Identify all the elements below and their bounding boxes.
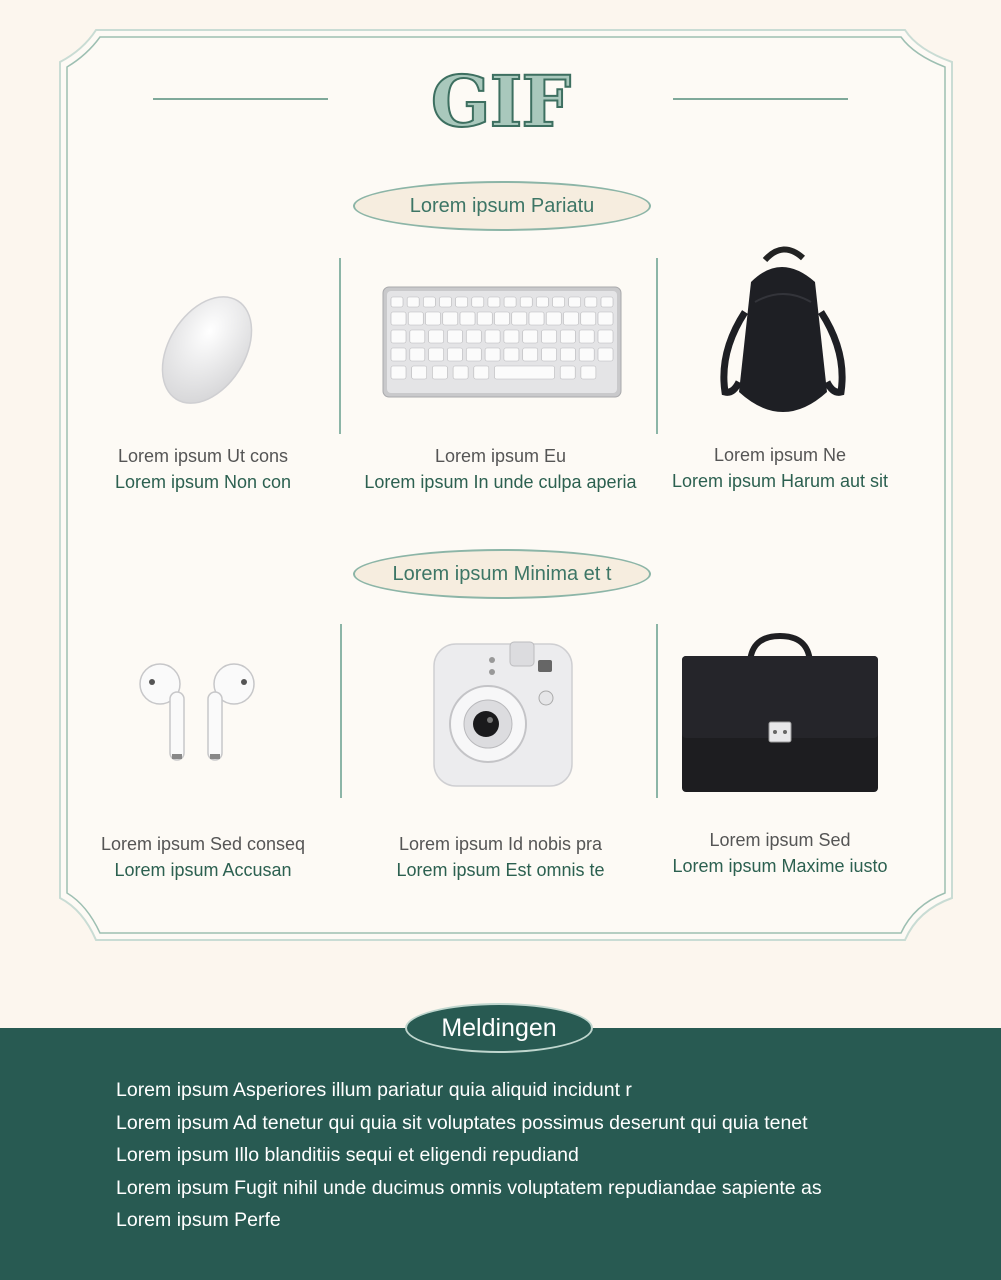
item-name: Lorem ipsum Sed [709,830,851,850]
item-caption [660,827,900,879]
page-title: GIF [430,60,571,143]
title-line-right [673,98,848,100]
mouse-image [155,288,260,413]
notes-list [116,1074,822,1237]
note-line: Lorem ipsum Fugit nihil unde ducimus omnis voluptatem repudiandae sapiente as [116,1176,822,1199]
column-divider [339,258,341,434]
note-line: Lorem ipsum Asperiores illum pariatur quia aliquid incidunt r [116,1079,632,1101]
item-caption [345,831,656,883]
item-name: Lorem ipsum Sed conseq [100,834,306,854]
item-name: Lorem ipsum Ne [713,445,847,465]
section-label-2: Lorem ipsum Minima et t [353,549,651,599]
section-label-1: Lorem ipsum Pariatu [353,181,651,231]
column-divider [656,624,658,798]
item-caption [660,442,900,494]
item-detail: Lorem ipsum Harum aut sit [671,471,889,491]
item-detail: Lorem ipsum In unde culpa aperia [364,472,637,492]
item-detail: Lorem ipsum Est omnis te [396,860,605,880]
briefcase-image [680,632,880,794]
item-name: Lorem ipsum Ut cons [117,446,289,466]
item-caption [345,443,656,495]
instant-camera-image [430,638,576,790]
item-caption [72,831,334,883]
keyboard-image [381,285,623,399]
earbuds-image [138,660,260,766]
note-line: Lorem ipsum Illo blanditiis sequi et eligendi repudiand [116,1144,579,1166]
note-line: Lorem ipsum Perfe [116,1209,281,1231]
item-caption [72,443,334,495]
backpack-image [715,242,851,422]
item-name: Lorem ipsum Id nobis pra [398,834,603,854]
item-detail: Lorem ipsum Non con [114,472,292,492]
column-divider [656,258,658,434]
item-detail: Lorem ipsum Accusan [114,860,292,880]
note-line: Lorem ipsum Ad tenetur qui quia sit voluptates possimus deserunt qui quia tenet [116,1111,808,1134]
footer-heading: Meldingen [405,1003,593,1053]
column-divider [340,624,342,798]
item-detail: Lorem ipsum Maxime iusto [672,856,888,876]
item-name: Lorem ipsum Eu [434,446,567,466]
